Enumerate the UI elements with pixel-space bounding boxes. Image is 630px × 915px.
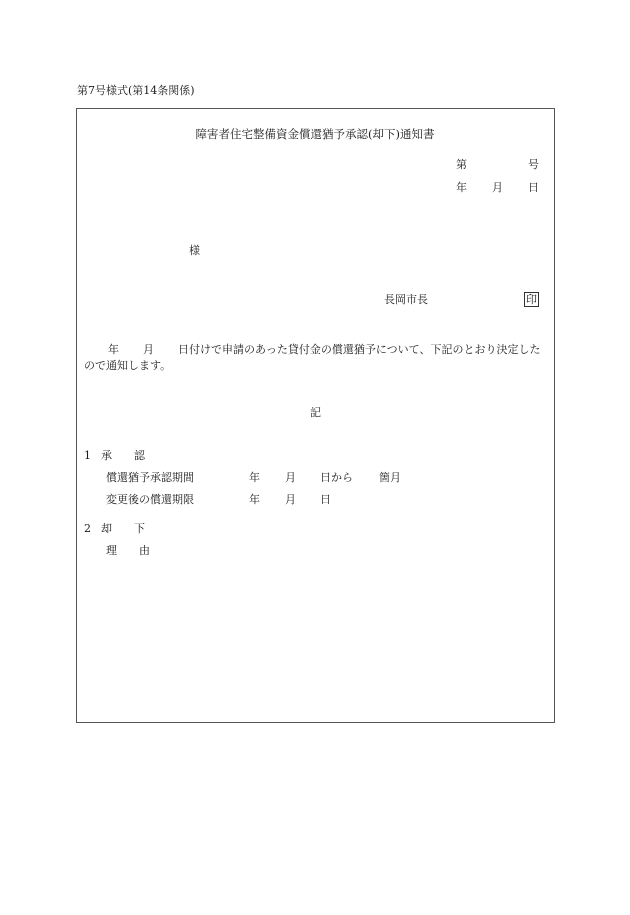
doc-number-prefix: 第 bbox=[456, 158, 467, 171]
ki-heading: 記 bbox=[310, 406, 321, 419]
form-number: 第7号様式(第14条関係) bbox=[77, 84, 195, 97]
seal-text: 印 bbox=[526, 293, 537, 306]
doc-number-suffix: 号 bbox=[528, 158, 539, 171]
reason-label: 理 由 bbox=[106, 544, 150, 557]
doc-date-day: 日 bbox=[528, 181, 539, 194]
new-deadline-day: 日 bbox=[320, 493, 331, 506]
section2-heading: 却 下 bbox=[101, 522, 145, 535]
seal-mark bbox=[524, 292, 539, 307]
section1-number: 1 bbox=[84, 449, 91, 462]
approval-period-month: 月 bbox=[285, 471, 296, 484]
notice-body bbox=[84, 342, 550, 374]
doc-date-month: 月 bbox=[492, 181, 503, 194]
section1-heading: 承 認 bbox=[101, 449, 145, 462]
body-year: 年 bbox=[108, 343, 119, 356]
approval-period-label: 償還猶予承認期間 bbox=[106, 471, 194, 484]
new-deadline-month: 月 bbox=[285, 493, 296, 506]
new-deadline-year: 年 bbox=[249, 493, 260, 506]
doc-date-year: 年 bbox=[456, 181, 467, 194]
approval-period-count: 箇月 bbox=[379, 471, 401, 484]
issuer-name: 長岡市長 bbox=[384, 293, 428, 306]
addressee-honorific: 様 bbox=[189, 244, 200, 257]
body-month: 月 bbox=[143, 343, 154, 356]
new-deadline-label: 変更後の償還期限 bbox=[106, 493, 194, 506]
document-title: 障害者住宅整備資金償還猶予承認(却下)通知書 bbox=[195, 127, 435, 141]
section2-number: 2 bbox=[84, 522, 91, 535]
approval-period-day: 日から bbox=[320, 471, 353, 484]
body-text: 日付けで申請のあった貸付金の償還猶予について、下記のとおり決定したので通知します。 bbox=[84, 343, 541, 372]
approval-period-year: 年 bbox=[249, 471, 260, 484]
